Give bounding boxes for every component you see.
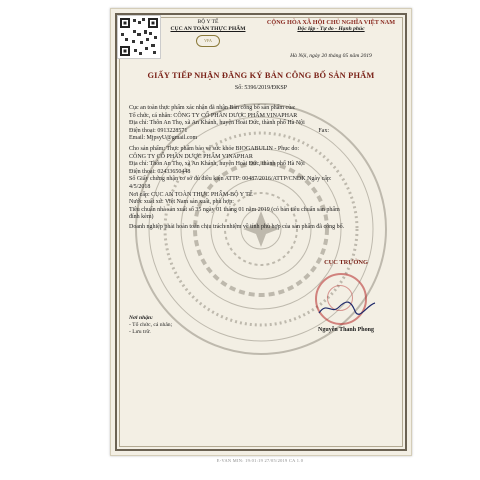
product-line: Cho sản phẩm: Thực phẩm bảo vệ sức khỏe BIOGABULIN - Phục do: <box>129 145 300 152</box>
agency-logo-icon: VFA <box>196 35 220 47</box>
department-name: CỤC AN TOÀN THỰC PHẨM <box>170 26 246 32</box>
responsibility-line: Doanh nghiệp phải hoàn toàn chịu trách nhiệm về tính phù hợp của sản phẩm đã công bố. <box>129 223 345 230</box>
issuer-header <box>167 19 249 47</box>
national-header <box>261 19 401 33</box>
national-motto: Độc lập - Tự do - Hạnh phúc <box>297 26 365 32</box>
signature-icon <box>317 299 377 317</box>
recipient-item: - Tổ chức, cá nhân; <box>129 322 173 329</box>
document-title: GIẤY TIẾP NHẬN ĐĂNG KÝ BẢN CÔNG BỐ SẢN PHẨM <box>147 71 375 80</box>
qr-code <box>117 15 161 59</box>
document-body <box>129 105 399 232</box>
certificate-line: Số Giấy chứng nhận cơ sở đủ điều kiện ATTP: 00487/2016/ATTP/CNĐK Ngày cấp: 4/5/2018 <box>129 176 332 190</box>
producer-address-line: Địa chỉ: Thôn An Thọ, xã An Khánh, huyện Hoài Đức, thành phố Hà Nội <box>129 161 305 168</box>
producer-phone-line: Điện thoại: 02433650448 <box>129 168 191 175</box>
document-number: Số: 5396/2019/ĐKSP <box>234 85 288 91</box>
intro-line: Cục an toàn thực phẩm xác nhận đã nhận Bản công bố sản phẩm của: <box>129 105 296 111</box>
contact-line <box>129 128 399 136</box>
signer-name: Nguyễn Thanh Phong <box>318 327 374 333</box>
email-line: Email: MjpsyU@gmail.com <box>129 135 198 142</box>
document-page <box>110 8 412 456</box>
recipients-block <box>129 315 239 337</box>
issue-date: Hà Nội, ngày 20 tháng 05 năm 2019 <box>290 53 372 59</box>
ministry-name: BỘ Y TẾ <box>197 19 219 25</box>
origin-line: Nước xuất xứ: Việt Nam sản xuất, phù hợp: <box>129 199 234 206</box>
producer-line: CÔNG TY CỔ PHẦN DƯỢC PHẨM VINAPHAR <box>129 153 253 160</box>
recipients-label: Nơi nhận: <box>129 315 153 321</box>
org-name-line: Tổ chức, cá nhân: CÔNG TY CỔ PHẦN DƯỢC PHẨM VINAPHAR <box>129 112 298 119</box>
print-footer: E-VAN MIN: 19:01:19 27/05/2019 CA 1.0 <box>216 458 304 463</box>
standard-line: Tiêu chuẩn nhà sản xuất số 35 ngày 01 tháng 01 năm 2019 (có bản tiêu chuẩn sản phẩm đính kèm) <box>129 206 340 221</box>
country-name: CỘNG HÒA XÃ HỘI CHỦ NGHĨA VIỆT NAM <box>266 19 396 26</box>
fax-line: Fax: <box>318 127 329 134</box>
issuer-line: Nơi cấp: CỤC AN TOÀN THỰC PHẨM-BỘ Y TẾ <box>129 191 253 198</box>
address-line: Địa chỉ: Thôn An Thọ, xã An Khánh, huyện Hoài Đức, thành phố Hà Nội <box>129 120 305 127</box>
recipient-item: - Lưu trữ. <box>129 329 151 336</box>
phone-line: Điện thoại: 0913228571 <box>129 127 188 134</box>
signer-title: CỤC TRƯỞNG <box>324 259 368 266</box>
